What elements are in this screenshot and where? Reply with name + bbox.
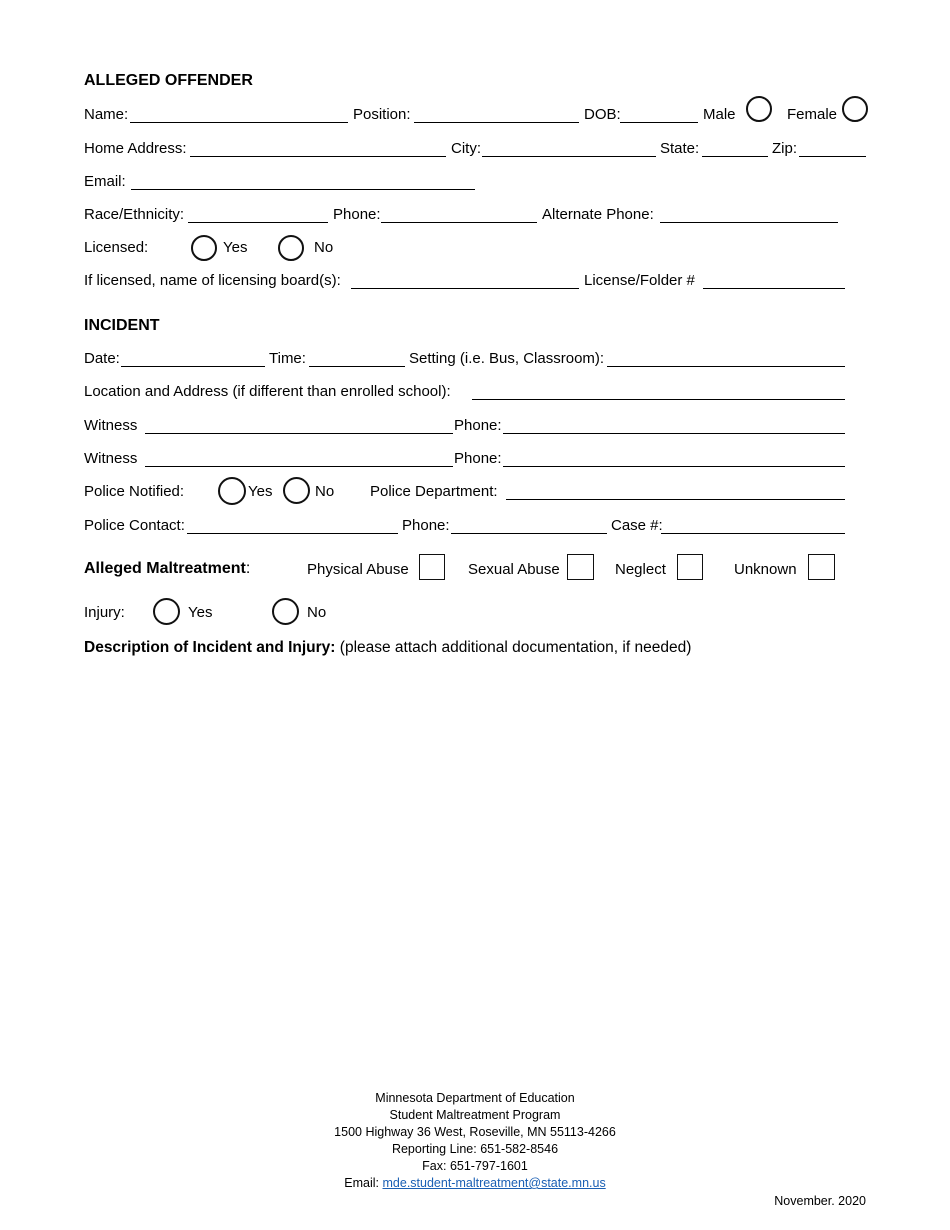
female-radio[interactable] xyxy=(842,96,868,122)
police-notified-label: Police Notified: xyxy=(84,483,185,500)
licensed-yes-label: Yes xyxy=(223,239,248,256)
license-folder-label: License/Folder # xyxy=(584,272,695,289)
footer-reporting-line: Reporting Line: 651-582-8546 xyxy=(391,1142,559,1156)
maltreatment-label xyxy=(84,559,250,579)
injury-label: Injury: xyxy=(84,604,125,621)
name-field[interactable] xyxy=(130,122,348,123)
position-field[interactable] xyxy=(414,122,579,123)
female-label: Female xyxy=(787,106,838,123)
injury-yes-label: Yes xyxy=(188,604,213,621)
licensed-yes-radio[interactable] xyxy=(191,235,217,261)
footer-program: Student Maltreatment Program xyxy=(389,1108,561,1122)
offender-heading: ALLEGED OFFENDER xyxy=(84,72,253,89)
footer-org: Minnesota Department of Education xyxy=(375,1091,575,1105)
dob-label: DOB: xyxy=(584,106,621,123)
case-number-field[interactable] xyxy=(661,533,845,534)
physical-abuse-label: Physical Abuse xyxy=(307,561,409,578)
neglect-checkbox[interactable] xyxy=(677,554,703,580)
license-folder-field[interactable] xyxy=(703,288,845,289)
police-phone-label: Phone: xyxy=(402,517,450,534)
incident-heading: INCIDENT xyxy=(84,317,160,334)
licensing-board-field[interactable] xyxy=(351,288,579,289)
state-field[interactable] xyxy=(702,156,768,157)
city-label: City: xyxy=(451,140,481,157)
licensed-no-label: No xyxy=(314,239,334,256)
maltreatment-colon: : xyxy=(245,560,251,577)
licensing-board-label: If licensed, name of licensing board(s): xyxy=(84,272,341,289)
injury-yes-radio[interactable] xyxy=(153,598,180,625)
witness-1-label: Witness xyxy=(84,417,138,434)
alt-phone-label: Alternate Phone: xyxy=(542,206,654,223)
city-field[interactable] xyxy=(482,156,656,157)
witness-2-phone-label: Phone: xyxy=(454,450,502,467)
position-label: Position: xyxy=(353,106,411,123)
witness-1-phone-label: Phone: xyxy=(454,417,502,434)
home-address-label: Home Address: xyxy=(84,140,187,157)
state-label: State: xyxy=(660,140,700,157)
police-no-radio[interactable] xyxy=(283,477,310,504)
footer-email-link[interactable]: mde.student-maltreatment@state.mn.us xyxy=(382,1176,606,1190)
footer-fax: Fax: 651-797-1601 xyxy=(422,1159,528,1173)
zip-label: Zip: xyxy=(772,140,798,157)
male-label: Male xyxy=(703,106,736,123)
date-label: Date: xyxy=(84,350,120,367)
unknown-checkbox[interactable] xyxy=(808,554,835,580)
police-department-field[interactable] xyxy=(506,499,845,500)
dob-field[interactable] xyxy=(620,122,698,123)
witness-2-phone-field[interactable] xyxy=(503,466,845,467)
witness-2-field[interactable] xyxy=(145,466,453,467)
footer-email-prefix: Email: xyxy=(344,1176,380,1190)
home-address-field[interactable] xyxy=(190,156,446,157)
police-contact-label: Police Contact: xyxy=(84,517,185,534)
location-label: Location and Address (if different than enrolled school): xyxy=(84,383,451,400)
injury-no-label: No xyxy=(307,604,327,621)
setting-label: Setting (i.e. Bus, Classroom): xyxy=(409,350,605,367)
neglect-label: Neglect xyxy=(615,561,666,578)
footer-date: November. 2020 xyxy=(774,1194,866,1208)
offender-phone-field[interactable] xyxy=(381,222,537,223)
injury-no-radio[interactable] xyxy=(272,598,299,625)
email-field[interactable] xyxy=(131,189,475,190)
name-label: Name: xyxy=(84,106,129,123)
licensed-label: Licensed: xyxy=(84,239,149,256)
setting-field[interactable] xyxy=(607,366,845,367)
police-phone-field[interactable] xyxy=(451,533,607,534)
alt-phone-field[interactable] xyxy=(660,222,838,223)
physical-abuse-checkbox[interactable] xyxy=(419,554,445,580)
time-label: Time: xyxy=(269,350,306,367)
case-number-label: Case #: xyxy=(611,517,663,534)
police-yes-radio[interactable] xyxy=(218,477,246,505)
date-field[interactable] xyxy=(121,366,265,367)
description-heading-text: Description of Incident and Injury: xyxy=(84,639,336,656)
description-note: (please attach additional documentation, if needed) xyxy=(339,639,692,656)
police-no-label: No xyxy=(315,483,335,500)
sexual-abuse-label: Sexual Abuse xyxy=(468,561,560,578)
race-label: Race/Ethnicity: xyxy=(84,206,185,223)
footer-address: 1500 Highway 36 West, Roseville, MN 55113-4266 xyxy=(334,1125,616,1139)
footer-email-row xyxy=(0,1175,950,1192)
witness-1-field[interactable] xyxy=(145,433,453,434)
maltreatment-label-text: Alleged Maltreatment xyxy=(84,560,246,577)
race-field[interactable] xyxy=(188,222,328,223)
police-department-label: Police Department: xyxy=(370,483,498,500)
unknown-label: Unknown xyxy=(734,561,797,578)
licensed-no-radio[interactable] xyxy=(278,235,304,261)
police-yes-label: Yes xyxy=(248,483,273,500)
description-area[interactable] xyxy=(84,665,866,1065)
sexual-abuse-checkbox[interactable] xyxy=(567,554,594,580)
police-contact-field[interactable] xyxy=(187,533,398,534)
location-field[interactable] xyxy=(472,399,845,400)
witness-2-label: Witness xyxy=(84,450,138,467)
witness-1-phone-field[interactable] xyxy=(503,433,845,434)
male-radio[interactable] xyxy=(746,96,772,122)
zip-field[interactable] xyxy=(799,156,866,157)
email-label: Email: xyxy=(84,173,126,190)
description-heading xyxy=(84,638,691,658)
time-field[interactable] xyxy=(309,366,405,367)
offender-phone-label: Phone: xyxy=(333,206,381,223)
footer xyxy=(0,1090,950,1192)
